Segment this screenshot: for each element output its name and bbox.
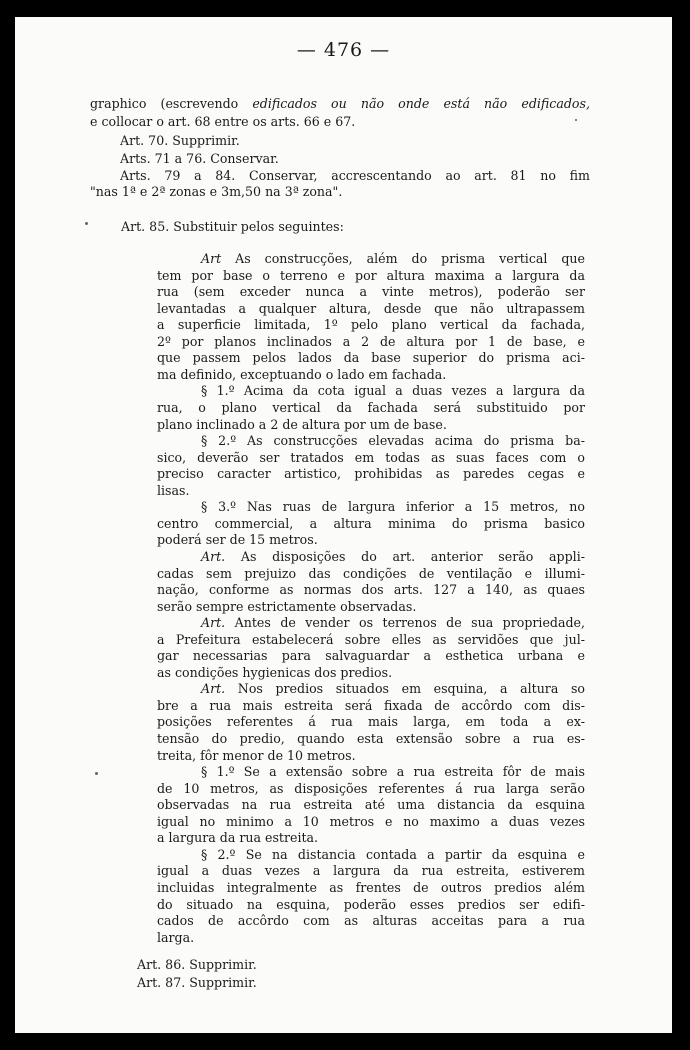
text-line: Art. 87. Supprimir.: [137, 975, 257, 990]
text-line: treita, fôr menor de 10 metros.: [157, 747, 356, 763]
text-line: do situado na esquina, poderão esses predios ser edifi-: [157, 896, 585, 912]
text-line: bre a rua mais estreita será fixada de accôrdo com dis-: [157, 697, 585, 713]
text-line: serão sempre estrictamente observadas.: [157, 598, 417, 614]
text-line: tem por base o terreno e por altura maxima a largura da: [157, 267, 585, 283]
scan-speck: [95, 772, 98, 775]
text-line: nação, conforme as normas dos arts. 127 a 140, as quaes: [157, 582, 585, 597]
text-line: Arts. 71 a 76. Conservar.: [120, 151, 279, 166]
text-line: e collocar o art. 68 entre os arts. 66 e 67.: [90, 114, 356, 129]
text-line: gar necessarias para salvaguardar a esthetica urbana e: [157, 648, 585, 664]
scan-speck: [85, 222, 88, 225]
text-line: larga.: [157, 929, 195, 945]
text-line: graphico (escrevendo edificados ou não onde está não edificados,: [90, 96, 590, 111]
text-line: a Prefeitura estabelecerá sobre elles as servidões que jul-: [157, 631, 585, 647]
text-line: observadas na rua estreita até uma distancia da esquina: [157, 797, 585, 813]
text-line: "nas 1ª e 2ª zonas e 3m,50 na 3ª zona".: [90, 184, 343, 199]
text-line: igual a duas vezes a largura da rua estreita, estiverem: [157, 863, 585, 879]
text-line: Art. 70. Supprimir.: [120, 133, 240, 148]
document-page: [15, 17, 672, 1033]
text-line: igual no minimo a 10 metros e no maximo a duas vezes: [157, 813, 585, 829]
text-line: a largura da rua estreita.: [157, 830, 319, 846]
text-line: posições referentes á rua mais larga, em toda a ex-: [157, 714, 585, 730]
page-number: — 476 —: [296, 39, 391, 61]
text-line: ma definido, exceptuando o lado em fachada.: [157, 366, 447, 382]
text-line: Art. 86. Supprimir.: [137, 957, 257, 972]
text-line: 2º por planos inclinados a 2 de altura por 1 de base, e: [157, 333, 585, 349]
text-line: rua (sem exceder nunca a vinte metros), poderão ser: [157, 284, 585, 300]
text-line: a superficie limitada, 1º pelo plano vertical da fachada,: [157, 317, 585, 333]
text-line: Arts. 79 a 84. Conservar, accrescentando ao art. 81 no fim: [120, 168, 590, 183]
text-line: Art. Antes de vender os terrenos de sua propriedade,: [201, 615, 585, 631]
section-heading: Art. 85. Substituir pelos seguintes:: [121, 219, 344, 234]
text-line: lisas.: [157, 482, 190, 498]
text-line: § 1.º Acima da cota igual a duas vezes a largura da: [201, 383, 585, 399]
text-line: as condições hygienicas dos predios.: [157, 664, 393, 680]
text-line: Art. As disposições do art. anterior serão appli-: [201, 548, 585, 564]
text-line: § 2.º Se na distancia contada a partir da esquina e: [201, 846, 585, 862]
text-line: levantadas a qualquer altura, desde que não ultrapassem: [157, 300, 585, 316]
text-line: § 1.º Se a extensão sobre a rua estreita fôr de mais: [201, 764, 585, 780]
scan-speck: [575, 119, 577, 121]
text-line: plano inclinado a 2 de altura por um de base.: [157, 416, 447, 432]
text-line: § 2.º As construcções elevadas acima do prisma ba-: [201, 433, 585, 449]
text-line: sico, deverão ser tratados em todas as suas faces com o: [157, 449, 585, 465]
text-line: de 10 metros, as disposições referentes á rua larga serão: [157, 780, 585, 796]
text-line: rua, o plano vertical da fachada será substituido por: [157, 400, 585, 415]
text-line: preciso caracter artistico, prohibidas as paredes cegas e: [157, 466, 585, 482]
text-line: cados de accôrdo com as alturas acceitas para a rua: [157, 913, 585, 928]
text-line: Art As construcções, além do prisma vertical que: [201, 251, 585, 266]
text-line: tensão do predio, quando esta extensão sobre a rua es-: [157, 731, 585, 746]
text-line: incluidas integralmente as frentes de outros predios além: [157, 879, 585, 895]
text-line: § 3.º Nas ruas de largura inferior a 15 metros, no: [201, 499, 585, 515]
text-line: cadas sem prejuizo das condições de ventilação e illumi-: [157, 565, 585, 581]
text-line: que passem pelos lados da base superior do prisma aci-: [157, 350, 585, 366]
text-line: Art. Nos predios situados em esquina, a altura so: [201, 681, 585, 697]
text-line: centro commercial, a altura minima do prisma basico: [157, 515, 585, 531]
text-line: poderá ser de 15 metros.: [157, 532, 318, 548]
